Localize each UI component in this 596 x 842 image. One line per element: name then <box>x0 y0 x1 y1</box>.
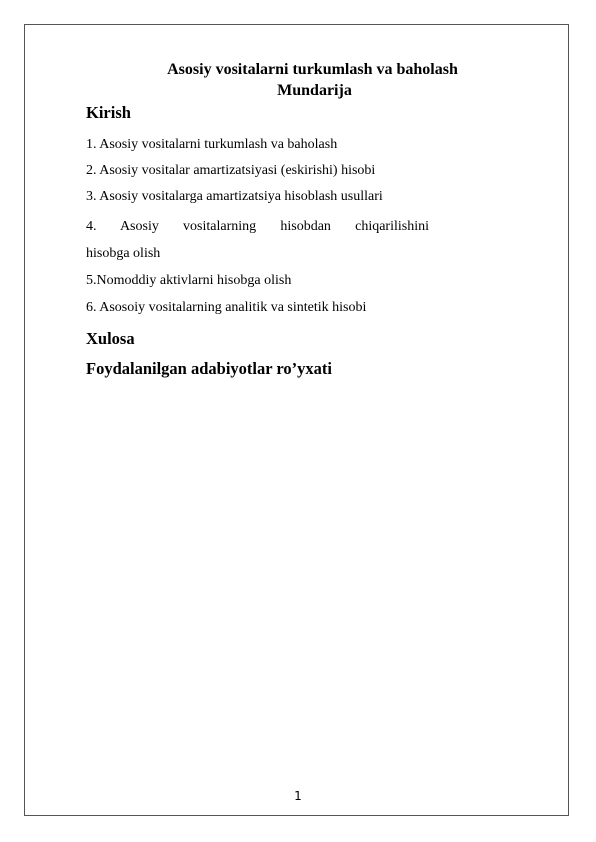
toc-item-5: 5.Nomoddiy aktivlarni hisobga olish <box>86 273 292 288</box>
document-subtitle: Mundarija <box>277 82 352 99</box>
toc-conclusion-heading: Xulosa <box>86 329 135 348</box>
toc-intro-heading: Kirish <box>86 103 131 122</box>
toc-item-4-text: 4. Asosiy vositalarning hisobdan chiqarilishini <box>86 219 429 234</box>
document-title: Asosiy vositalarni turkumlash va baholash <box>167 61 458 78</box>
toc-item-3: 3. Asosiy vositalarga amartizatsiya hisoblash usullari <box>86 189 383 204</box>
toc-item-4-line-2: hisobga olish <box>86 246 161 261</box>
toc-item-2: 2. Asosiy vositalar amartizatsiyasi (eskirishi) hisobi <box>86 163 376 178</box>
toc-item-4-line-1 <box>86 218 429 235</box>
toc-references-heading: Foydalanilgan adabiyotlar ro’yxati <box>86 359 333 378</box>
page-number: 1 <box>294 789 302 803</box>
toc-item-6: 6. Asosoiy vositalarning analitik va sintetik hisobi <box>86 300 367 315</box>
toc-item-1: 1. Asosiy vositalarni turkumlash va baholash <box>86 137 338 152</box>
